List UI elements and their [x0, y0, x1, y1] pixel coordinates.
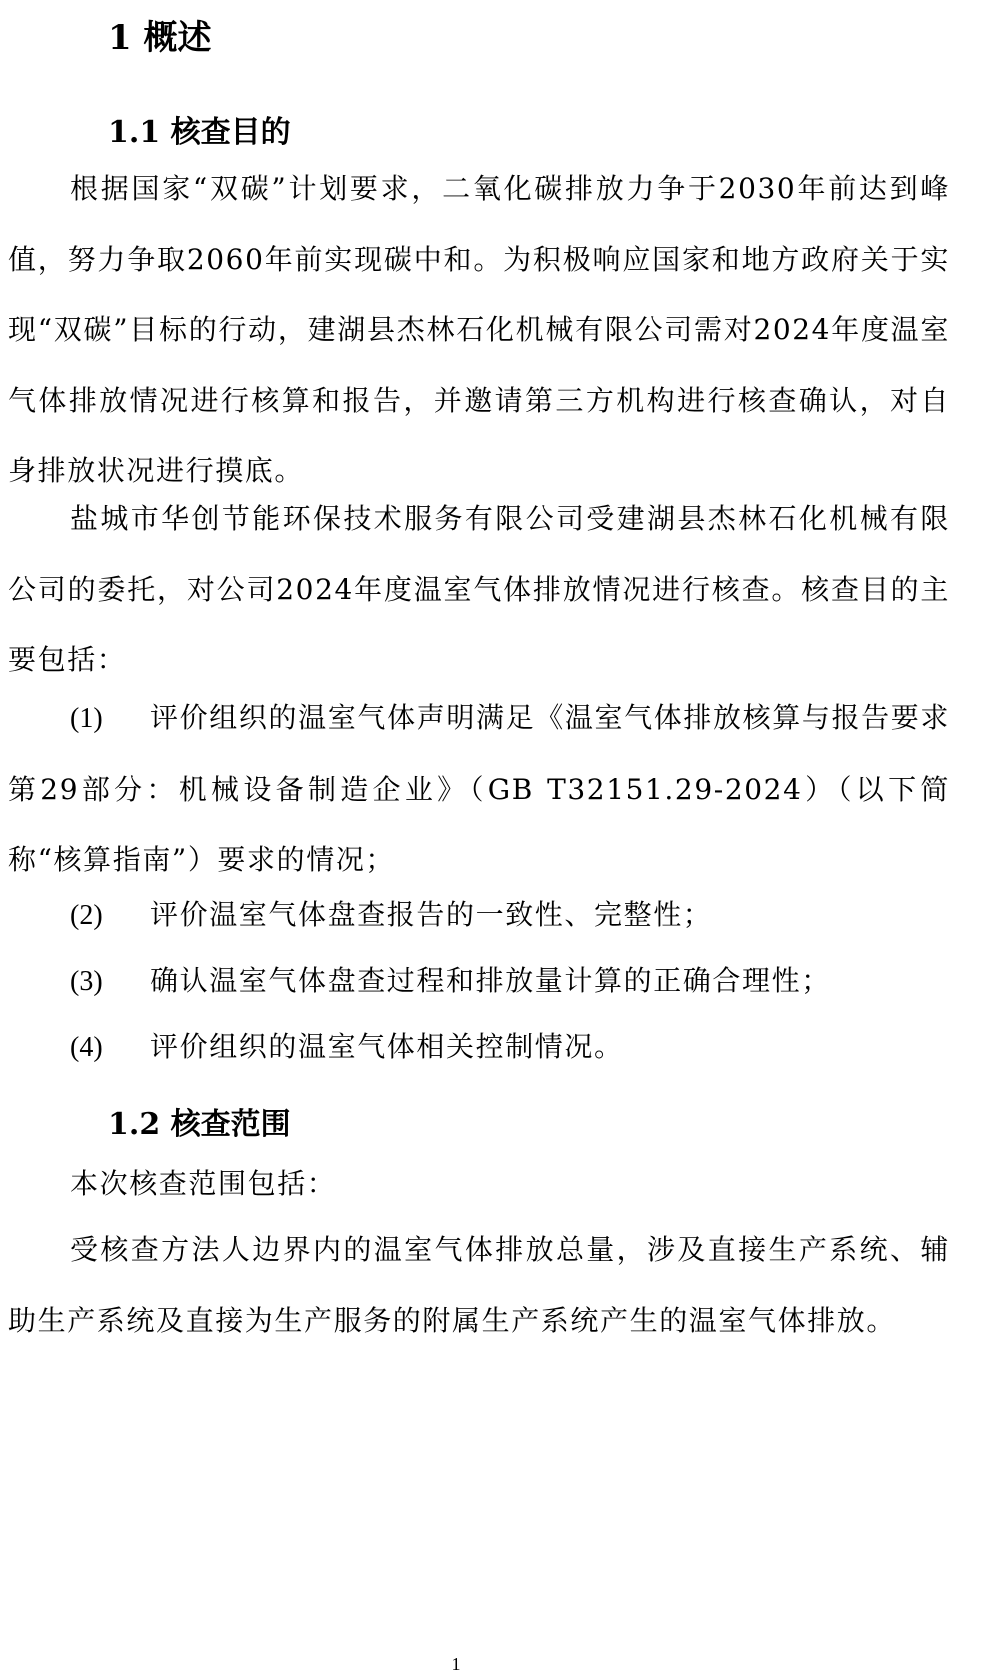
purpose-item-2 — [8, 880, 950, 952]
purpose-item-3 — [8, 946, 950, 1018]
purpose-item-1 — [8, 683, 950, 896]
page-number: 1 — [451, 1654, 461, 1674]
chapter-heading: 1 概述 — [108, 18, 212, 58]
item-text: 评价组织的温室气体声明满足《温室气体排放核算与报告要求第29部分：机械设备制造企业》（GB T32151.29-2024）（以下简称“核算指南”）要求的情况； — [8, 701, 950, 876]
scope-paragraph: 受核查方法人边界内的温室气体排放总量，涉及直接生产系统、辅助生产系统及直接为生产服务的附属生产系统产生的温室气体排放。 — [8, 1233, 950, 1337]
section-heading-purpose: 1.1 核查目的 — [108, 115, 291, 150]
item-text: 评价组织的温室气体相关控制情况。 — [150, 1030, 624, 1063]
item-number: (1) — [70, 703, 103, 734]
purpose-paragraph-1: 根据国家“双碳”计划要求，二氧化碳排放力争于2030年前达到峰值，努力争取2060年前实现碳中和。为积极响应国家和地方政府关于实现“双碳”目标的行动，建湖县杰林石化机械有限公司需对2024年度温室气体排放情况进行核算和报告，并邀请第三方机构进行核查确认，对自身排放状况进行摸底。 — [8, 172, 950, 487]
scope-intro: 本次核查范围包括： — [70, 1167, 337, 1200]
item-number: (4) — [70, 1032, 103, 1063]
item-number: (2) — [70, 900, 103, 931]
item-text: 评价温室气体盘查报告的一致性、完整性； — [150, 898, 713, 931]
purpose-item-4 — [8, 1012, 950, 1084]
item-number: (3) — [70, 966, 103, 997]
purpose-paragraph-2: 盐城市华创节能环保技术服务有限公司受建湖县杰林石化机械有限公司的委托，对公司2024年度温室气体排放情况进行核查。核查目的主要包括： — [8, 502, 950, 676]
item-text: 确认温室气体盘查过程和排放量计算的正确合理性； — [150, 964, 831, 997]
section-heading-scope: 1.2 核查范围 — [108, 1107, 291, 1142]
